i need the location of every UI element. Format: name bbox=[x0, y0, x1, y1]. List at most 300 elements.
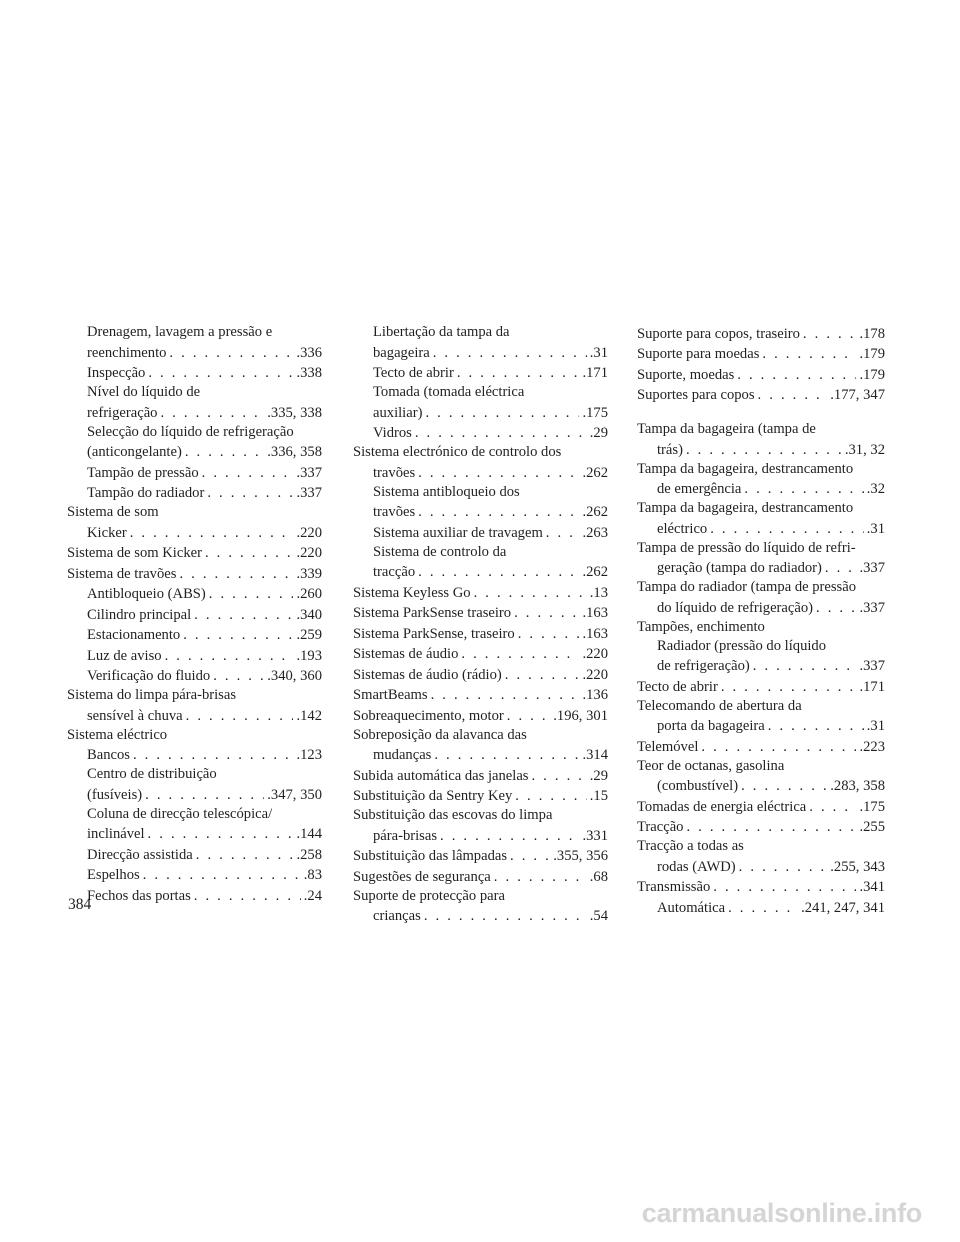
index-entry-page: .175 bbox=[859, 798, 885, 815]
index-entry bbox=[67, 686, 322, 705]
index-entry-text: Tracção bbox=[637, 819, 684, 835]
index-entry-page: .336 bbox=[296, 344, 322, 361]
index-entry-text: crianças bbox=[373, 908, 421, 924]
index-entry bbox=[353, 464, 608, 483]
index-entry-text: de refrigeração) bbox=[657, 658, 750, 674]
dot-leader bbox=[194, 887, 301, 906]
index-entry bbox=[67, 707, 322, 726]
dot-leader bbox=[507, 707, 551, 726]
index-entry bbox=[637, 657, 885, 676]
dot-leader bbox=[728, 899, 798, 918]
dot-leader bbox=[514, 604, 579, 623]
index-entry-text: (anticongelante) bbox=[87, 444, 182, 460]
index-entry-page: .337 bbox=[859, 560, 885, 576]
index-entry bbox=[67, 866, 322, 885]
index-entry-text: Teor de octanas, gasolina bbox=[637, 757, 785, 774]
index-entry bbox=[353, 868, 608, 887]
index-entry-text: Nível do líquido de bbox=[87, 384, 201, 400]
index-entry-page: .179 bbox=[859, 366, 885, 383]
index-entry-page: .263 bbox=[582, 524, 608, 541]
index-entry-page: .335, 338 bbox=[267, 404, 322, 421]
dot-leader bbox=[145, 786, 264, 805]
index-entry bbox=[353, 404, 608, 423]
index-entry-page: .220 bbox=[296, 524, 322, 541]
index-entry-text: Fechos das portas bbox=[87, 887, 191, 904]
dot-leader bbox=[133, 746, 293, 765]
index-entry-text: inclinável bbox=[87, 826, 145, 842]
index-entry bbox=[353, 787, 608, 806]
index-entry bbox=[353, 847, 608, 866]
index-entry bbox=[353, 827, 608, 846]
index-entry-text: refrigeração bbox=[87, 404, 158, 421]
index-entry-page: .220 bbox=[582, 646, 608, 662]
index-entry bbox=[67, 765, 322, 784]
index-entry-text: (fusíveis) bbox=[87, 786, 143, 803]
index-entry-text: Direcção assistida bbox=[87, 846, 193, 863]
index-entry-page: .179 bbox=[859, 346, 885, 362]
index-entry-page: .142 bbox=[296, 707, 322, 724]
index-entry-text: auxiliar) bbox=[373, 404, 423, 421]
index-entry-text: Tampão de pressão bbox=[87, 464, 199, 481]
dot-leader bbox=[202, 464, 294, 483]
dot-leader bbox=[434, 746, 579, 765]
dot-leader bbox=[739, 858, 828, 877]
index-entry bbox=[637, 818, 885, 837]
index-entry-text: Substituição das escovas do limpa bbox=[353, 807, 553, 823]
index-entry bbox=[637, 599, 885, 618]
index-entry bbox=[67, 544, 322, 563]
index-entry-text: Telecomando de abertura da bbox=[637, 697, 802, 714]
index-entry bbox=[637, 738, 885, 757]
index-entry-page: .260 bbox=[296, 586, 322, 602]
dot-leader bbox=[713, 878, 856, 897]
index-entry bbox=[67, 626, 322, 645]
index-entry bbox=[637, 539, 885, 558]
index-entry bbox=[353, 767, 608, 786]
dot-leader bbox=[753, 657, 857, 676]
index-entry bbox=[353, 424, 608, 443]
index-entry-text: Tampa de pressão do líquido de refri- bbox=[637, 539, 856, 556]
index-entry-text: sensível à chuva bbox=[87, 707, 183, 724]
index-entry-text: rodas (AWD) bbox=[657, 858, 736, 875]
index-entry-page: .177, 347 bbox=[830, 387, 885, 403]
dot-leader bbox=[546, 524, 580, 543]
index-entry bbox=[637, 366, 885, 385]
index-entry-text: Antibloqueio (ABS) bbox=[87, 586, 206, 602]
dot-leader bbox=[186, 707, 294, 726]
dot-leader bbox=[213, 667, 264, 686]
index-entry-text: Tampa da bagageira, destrancamento bbox=[637, 500, 854, 516]
index-entry bbox=[67, 606, 322, 625]
index-entry bbox=[637, 678, 885, 697]
index-entry-text: Sistema ParkSense traseiro bbox=[353, 605, 512, 621]
index-entry-text: Transmissão bbox=[637, 879, 711, 895]
index-entry bbox=[67, 647, 322, 666]
index-entry bbox=[67, 443, 322, 462]
index-entry bbox=[637, 345, 885, 364]
index-entry bbox=[353, 746, 608, 765]
index-entry-text: Drenagem, lavagem a pressão e bbox=[87, 324, 273, 340]
index-entry-page: .259 bbox=[296, 627, 322, 643]
index-entry-page: .337 bbox=[859, 599, 885, 616]
index-entry bbox=[637, 878, 885, 897]
index-entry-text: geração (tampa do radiador) bbox=[657, 560, 822, 576]
index-entry bbox=[637, 899, 885, 918]
dot-leader bbox=[194, 606, 293, 625]
index-entry bbox=[353, 584, 608, 603]
index-entry-page: .83 bbox=[303, 867, 322, 883]
index-entry bbox=[353, 543, 608, 562]
dot-leader bbox=[209, 585, 294, 604]
dot-leader bbox=[185, 443, 264, 462]
index-entry bbox=[637, 480, 885, 499]
index-entry-text: Sistemas de áudio (rádio) bbox=[353, 666, 502, 683]
index-entry-page: .178 bbox=[859, 325, 885, 342]
dot-leader bbox=[531, 767, 586, 786]
index-entry-text: Cilindro principal bbox=[87, 606, 192, 623]
dot-leader bbox=[710, 520, 864, 539]
index-entry-text: de emergência bbox=[657, 481, 742, 497]
index-entry-text: Tampões, enchimento bbox=[637, 618, 765, 635]
index-entry-page: .340, 360 bbox=[267, 668, 322, 684]
index-entry-page: .31 bbox=[866, 718, 885, 734]
dot-leader bbox=[143, 866, 301, 885]
index-entry bbox=[67, 404, 322, 423]
dot-leader bbox=[741, 777, 827, 796]
dot-leader bbox=[160, 404, 264, 423]
index-entry-page: .241, 247, 341 bbox=[801, 899, 885, 916]
dot-leader bbox=[474, 584, 587, 603]
index-entry-page: .136 bbox=[582, 687, 608, 703]
index-entry-page: .196, 301 bbox=[553, 707, 608, 724]
index-entry bbox=[67, 323, 322, 342]
dot-leader bbox=[686, 441, 842, 460]
index-entry-text: travões bbox=[373, 504, 416, 520]
dot-leader bbox=[461, 645, 579, 664]
dot-leader bbox=[505, 666, 580, 685]
dot-leader bbox=[148, 825, 294, 844]
index-entry bbox=[353, 323, 608, 342]
dot-leader bbox=[737, 366, 856, 385]
index-entry-text: Substituição das lâmpadas bbox=[353, 848, 508, 864]
index-entry-text: Sobreposição da alavanca das bbox=[353, 726, 527, 743]
index-entry bbox=[353, 666, 608, 685]
dot-leader bbox=[418, 464, 579, 483]
index-entry bbox=[353, 686, 608, 705]
dot-leader bbox=[721, 678, 857, 697]
index-entry-page: .338 bbox=[296, 365, 322, 381]
index-entry-text: Vidros bbox=[373, 425, 412, 441]
index-entry bbox=[637, 520, 885, 539]
page-number: 384 bbox=[68, 896, 92, 913]
dot-leader bbox=[518, 625, 580, 644]
index-entry-page: .341 bbox=[859, 879, 885, 895]
index-entry bbox=[637, 777, 885, 796]
dot-leader bbox=[515, 787, 586, 806]
index-entry-text: Sistemas de áudio bbox=[353, 646, 459, 662]
index-entry bbox=[637, 858, 885, 877]
index-entry bbox=[637, 420, 885, 439]
index-entry-page: .262 bbox=[582, 564, 608, 580]
dot-leader bbox=[510, 847, 550, 866]
index-entry-page: .31, 32 bbox=[844, 441, 885, 458]
index-entry-text: Sistema de controlo da bbox=[373, 543, 507, 560]
index-entry bbox=[67, 423, 322, 442]
index-entry-page: .163 bbox=[582, 625, 608, 642]
index-entry bbox=[637, 559, 885, 578]
index-entry-text: Sistema de som bbox=[67, 504, 159, 520]
index-entry-text: Sistema auxiliar de travagem bbox=[373, 524, 543, 541]
index-entry-page: .223 bbox=[859, 738, 885, 755]
index-entry-text: Radiador (pressão do líquido bbox=[657, 637, 827, 654]
index-entry-page: .337 bbox=[296, 485, 322, 501]
index-entry-text: porta da bagageira bbox=[657, 718, 765, 734]
dot-leader bbox=[701, 738, 856, 757]
dot-leader bbox=[130, 524, 294, 543]
index-entry bbox=[637, 618, 885, 637]
index-entry-text: do líquido de refrigeração) bbox=[657, 599, 813, 616]
index-entry-page: .337 bbox=[859, 658, 885, 674]
index-entry bbox=[637, 837, 885, 856]
dot-leader bbox=[415, 424, 587, 443]
index-column-3 bbox=[637, 323, 885, 918]
index-entry bbox=[353, 483, 608, 502]
index-entry-text: Sistema antibloqueio dos bbox=[373, 483, 520, 500]
index-entry bbox=[353, 383, 608, 402]
dot-leader bbox=[433, 344, 587, 363]
index-entry bbox=[353, 443, 608, 462]
index-entry bbox=[637, 697, 885, 716]
index-entry bbox=[67, 887, 322, 906]
index-entry-page: .163 bbox=[582, 605, 608, 621]
index-entry-text: reenchimento bbox=[87, 344, 167, 361]
index-entry-text: pára-brisas bbox=[373, 827, 438, 844]
index-entry-text: tracção bbox=[373, 564, 416, 580]
index-entry-text: Tampa da bagageira (tampa de bbox=[637, 421, 816, 437]
dot-leader bbox=[431, 686, 580, 705]
index-column-1 bbox=[67, 323, 322, 906]
index-entry-page: .347, 350 bbox=[267, 786, 322, 803]
dot-leader bbox=[165, 647, 294, 666]
index-entry-text: Bancos bbox=[87, 747, 130, 763]
index-entry-page: .32 bbox=[866, 481, 885, 497]
index-entry-text: Sistema de travões bbox=[67, 565, 177, 582]
index-column-2 bbox=[353, 323, 608, 926]
dot-leader bbox=[816, 599, 856, 618]
index-entry-text: Sistema de som Kicker bbox=[67, 545, 202, 561]
index-entry bbox=[67, 344, 322, 363]
index-entry-text: Tampa do radiador (tampa de pressão bbox=[637, 579, 857, 595]
index-entry-text: Kicker bbox=[87, 524, 127, 541]
index-entry-text: Sugestões de segurança bbox=[353, 868, 491, 885]
index-entry-page: .54 bbox=[589, 908, 608, 924]
index-entry bbox=[67, 524, 322, 543]
index-entry-page: .171 bbox=[582, 365, 608, 381]
index-entry-text: Suporte, moedas bbox=[637, 366, 735, 383]
index-entry-page: .258 bbox=[296, 846, 322, 863]
dot-leader bbox=[183, 626, 293, 645]
index-entry-page: .13 bbox=[589, 584, 608, 601]
index-entry-page: .29 bbox=[589, 425, 608, 441]
dot-leader bbox=[762, 345, 856, 364]
index-entry-page: .193 bbox=[296, 647, 322, 664]
index-entry-text: eléctrico bbox=[657, 520, 708, 537]
index-entry-text: Automática bbox=[657, 899, 726, 916]
index-entry-text: Sobreaquecimento, motor bbox=[353, 707, 504, 724]
index-entry-text: Verificação do fluido bbox=[87, 668, 211, 684]
index-entry bbox=[637, 325, 885, 344]
dot-leader bbox=[424, 907, 587, 926]
index-entry-text: mudanças bbox=[373, 747, 432, 763]
index-entry bbox=[637, 460, 885, 479]
index-entry bbox=[67, 726, 322, 745]
index-entry bbox=[353, 563, 608, 582]
dot-leader bbox=[744, 480, 863, 499]
index-entry-text: Tomada (tomada eléctrica bbox=[373, 384, 525, 400]
index-entry bbox=[353, 907, 608, 926]
index-entry bbox=[637, 499, 885, 518]
index-entry-page: .262 bbox=[582, 504, 608, 520]
index-entry-text: Suporte para copos, traseiro bbox=[637, 325, 800, 342]
index-entry bbox=[353, 645, 608, 664]
index-entry-page: .355, 356 bbox=[553, 848, 608, 864]
index-entry bbox=[637, 578, 885, 597]
index-entry-page: .171 bbox=[859, 678, 885, 695]
index-entry-page: .31 bbox=[866, 520, 885, 537]
dot-leader bbox=[418, 563, 579, 582]
index-entry-text: Substituição da Sentry Key bbox=[353, 788, 513, 804]
index-entry bbox=[637, 386, 885, 405]
dot-leader bbox=[207, 484, 293, 503]
index-entry-page: .340 bbox=[296, 606, 322, 623]
index-entry-text: (combustível) bbox=[657, 778, 739, 794]
index-entry-text: Centro de distribuição bbox=[87, 766, 217, 782]
index-entry bbox=[637, 441, 885, 460]
index-entry bbox=[67, 383, 322, 402]
index-entry-text: Tampa da bagageira, destrancamento bbox=[637, 460, 854, 477]
dot-leader bbox=[803, 325, 857, 344]
index-entry-text: SmartBeams bbox=[353, 687, 428, 703]
index-entry-text: Estacionamento bbox=[87, 627, 181, 643]
index-entry bbox=[67, 825, 322, 844]
index-entry-page: .262 bbox=[582, 464, 608, 481]
index-entry-page: .331 bbox=[582, 827, 608, 844]
dot-leader bbox=[179, 565, 293, 584]
index-entry-text: Inspecção bbox=[87, 365, 146, 381]
index-entry bbox=[67, 846, 322, 865]
index-entry-page: .255, 343 bbox=[830, 858, 885, 875]
watermark-logo: carmanualsonline.info bbox=[641, 1198, 922, 1228]
index-entry-text: Sistema eléctrico bbox=[67, 726, 168, 743]
index-entry bbox=[353, 726, 608, 745]
index-entry-text: Libertação da tampa da bbox=[373, 324, 510, 340]
index-entry bbox=[353, 707, 608, 726]
index-entry bbox=[353, 887, 608, 906]
index-entry-page: .24 bbox=[303, 887, 322, 904]
index-entry-text: Subida automática das janelas bbox=[353, 767, 529, 784]
index-entry-text: Tomadas de energia eléctrica bbox=[637, 798, 807, 815]
index-entry bbox=[67, 805, 322, 824]
index-entry bbox=[67, 667, 322, 686]
index-entry bbox=[67, 484, 322, 503]
index-entry bbox=[67, 464, 322, 483]
index-entry-text: Sistema Keyless Go bbox=[353, 584, 471, 601]
index-entry bbox=[67, 503, 322, 522]
index-entry-text: Sistema ParkSense, traseiro bbox=[353, 625, 515, 642]
index-entry bbox=[67, 786, 322, 805]
index-entry-page: .31 bbox=[589, 344, 608, 361]
index-entry-text: Tecto de abrir bbox=[373, 365, 454, 381]
dot-leader bbox=[494, 868, 587, 887]
index-entry-page: .68 bbox=[589, 868, 608, 885]
dot-leader bbox=[768, 717, 864, 736]
index-entry-page: .123 bbox=[296, 747, 322, 763]
index-entry-text: Selecção do líquido de refrigeração bbox=[87, 423, 294, 440]
index-entry-page: .220 bbox=[582, 666, 608, 683]
index-entry-page: .255 bbox=[859, 819, 885, 835]
index-entry bbox=[637, 637, 885, 656]
dot-leader bbox=[825, 559, 857, 578]
index-entry-page: .283, 358 bbox=[830, 778, 885, 794]
dot-leader bbox=[425, 404, 579, 423]
index-entry-page: .314 bbox=[582, 747, 608, 763]
index-entry-text: travões bbox=[373, 464, 416, 481]
dot-leader bbox=[205, 544, 293, 563]
index-entry bbox=[67, 585, 322, 604]
index-entry bbox=[353, 503, 608, 522]
index-entry-text: Tampão do radiador bbox=[87, 485, 205, 501]
index-entry-text: Espelhos bbox=[87, 867, 140, 883]
index-entry-text: Sistema electrónico de controlo dos bbox=[353, 444, 562, 460]
index-entry bbox=[353, 344, 608, 363]
index-entry-text: Luz de aviso bbox=[87, 647, 162, 664]
index-entry-text: Suporte de protecção para bbox=[353, 887, 505, 904]
dot-leader bbox=[196, 846, 294, 865]
dot-leader bbox=[457, 364, 580, 383]
index-entry-text: Sistema do limpa pára-brisas bbox=[67, 687, 237, 703]
index-entry bbox=[67, 565, 322, 584]
dot-leader bbox=[418, 503, 579, 522]
dot-leader bbox=[148, 364, 293, 383]
index-entry bbox=[637, 798, 885, 817]
index-entry bbox=[637, 757, 885, 776]
dot-leader bbox=[169, 344, 293, 363]
index-entry-text: Tecto de abrir bbox=[637, 678, 718, 695]
index-entry-text: bagageira bbox=[373, 344, 430, 361]
index-entry bbox=[353, 364, 608, 383]
index-entry-page: .339 bbox=[296, 565, 322, 582]
index-entry bbox=[353, 806, 608, 825]
index-entry-page: .175 bbox=[582, 404, 608, 421]
dot-leader bbox=[686, 818, 856, 837]
index-entry-text: Suportes para copos bbox=[637, 387, 755, 403]
index-entry-page: .144 bbox=[296, 826, 322, 842]
index-entry bbox=[353, 604, 608, 623]
dot-leader bbox=[758, 386, 828, 405]
index-entry-page: .336, 358 bbox=[267, 444, 322, 460]
dot-leader bbox=[809, 798, 856, 817]
dot-leader bbox=[440, 827, 579, 846]
index-entry bbox=[353, 524, 608, 543]
index-entry-page: .29 bbox=[589, 767, 608, 784]
index-entry-text: Tracção a todas as bbox=[637, 838, 744, 854]
index-entry bbox=[353, 625, 608, 644]
index-entry-text: trás) bbox=[657, 441, 683, 458]
index-entry-text: Coluna de direcção telescópica/ bbox=[87, 805, 273, 822]
index-entry-page: .15 bbox=[589, 788, 608, 804]
index-entry bbox=[67, 364, 322, 383]
index-entry-text: Suporte para moedas bbox=[637, 346, 760, 362]
